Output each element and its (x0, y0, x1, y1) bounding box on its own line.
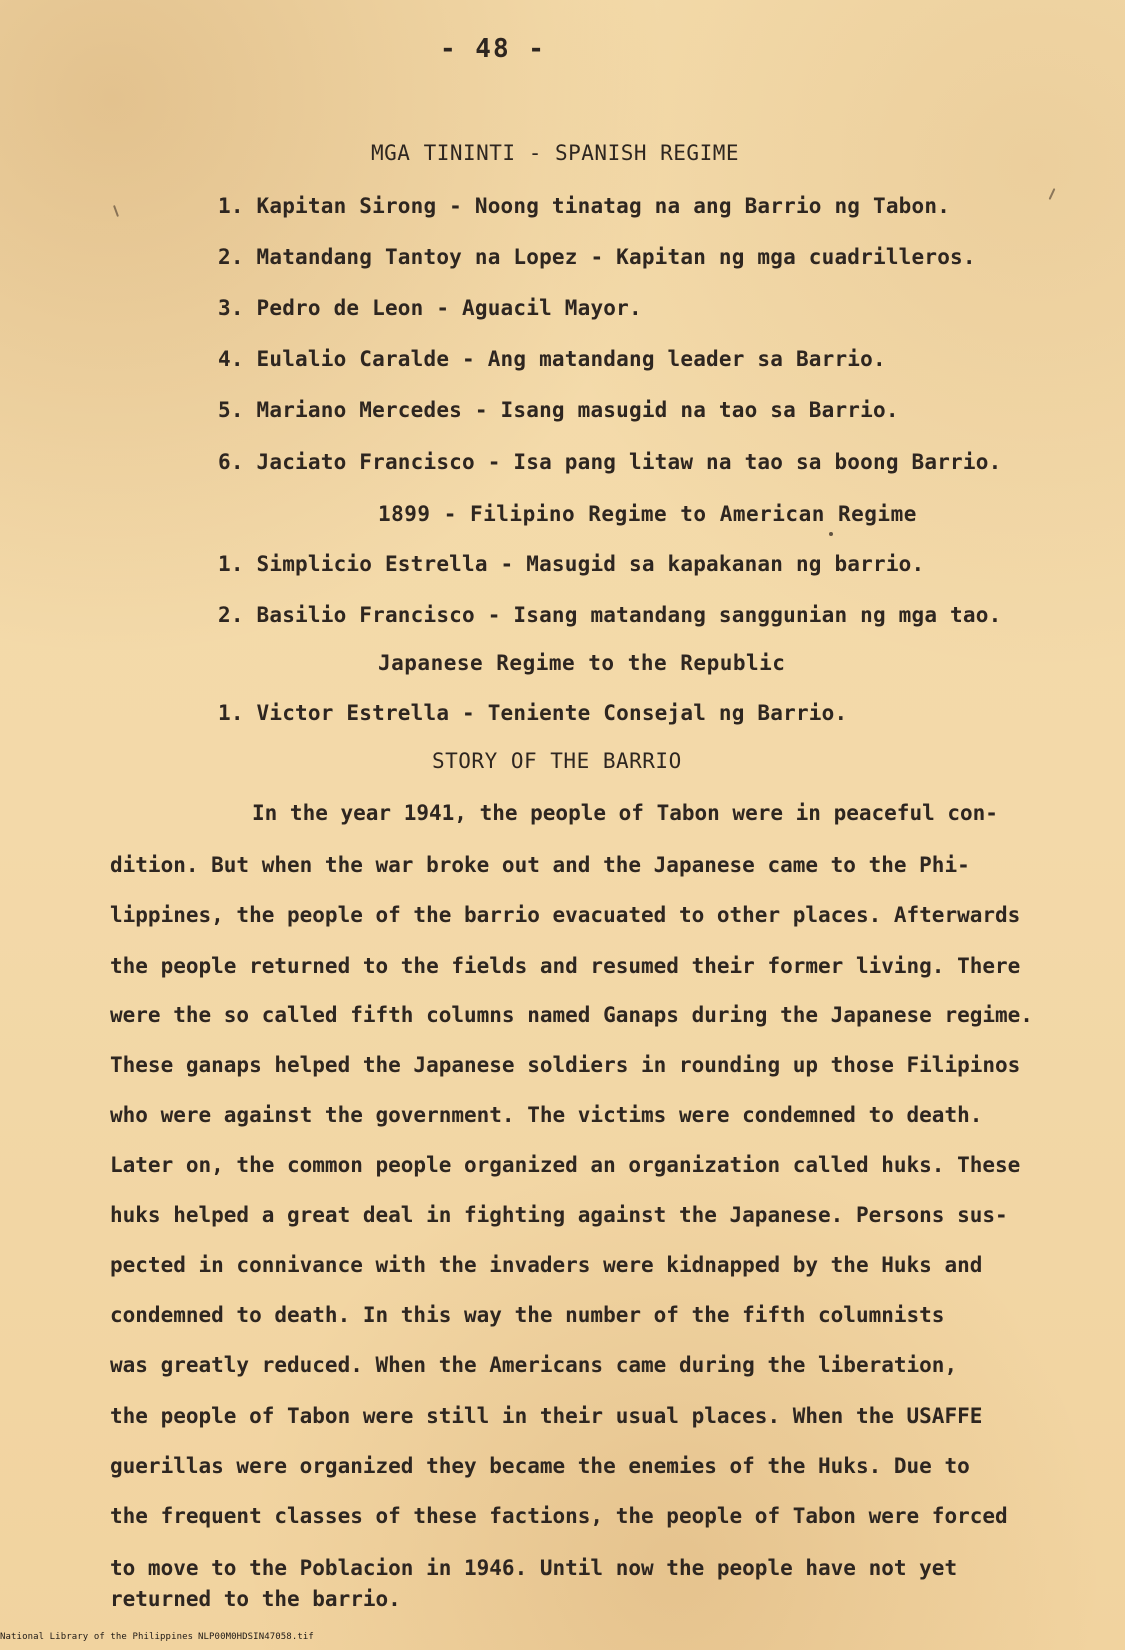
page-number: - 48 - (440, 34, 546, 64)
section-heading-republic: Japanese Regime to the Republic (378, 651, 786, 675)
story-line: dition. But when the war broke out and the Japanese came to the Phi- (110, 853, 970, 877)
dot-mark (829, 532, 833, 536)
section-heading-story: STORY OF THE BARRIO (432, 749, 682, 773)
list-item: 2. Matandang Tantoy na Lopez - Kapitan ng mga cuadrilleros. (218, 245, 976, 269)
footer-library-name: National Library of the Philippines (0, 1632, 194, 1642)
footer-file-name: NLP00M0HDSIN47058.tif (198, 1632, 314, 1642)
story-line: the people of Tabon were still in their usual places. When the USAFFE (110, 1404, 983, 1428)
pen-mark (113, 205, 119, 217)
list-item: 1. Victor Estrella - Teniente Consejal ng Barrio. (218, 701, 848, 725)
pen-mark (1049, 188, 1056, 200)
story-line: were the so called fifth columns named Ganaps during the Japanese regime. (110, 1003, 1033, 1027)
story-line: guerillas were organized they became the enemies of the Huks. Due to (110, 1454, 970, 1478)
story-line: returned to the barrio. (110, 1587, 401, 1611)
story-line: who were against the government. The victims were condemned to death. (110, 1103, 983, 1127)
section-heading-american-regime: 1899 - Filipino Regime to American Regime (378, 502, 917, 526)
story-line: These ganaps helped the Japanese soldiers in rounding up those Filipinos (110, 1053, 1021, 1077)
section-heading-spanish-regime: MGA TININTI - SPANISH REGIME (371, 141, 740, 165)
story-line: was greatly reduced. When the Americans came during the liberation, (110, 1353, 958, 1377)
list-item: 1. Simplicio Estrella - Masugid sa kapakanan ng barrio. (218, 552, 925, 576)
story-line: huks helped a great deal in fighting against the Japanese. Persons sus- (110, 1203, 1008, 1227)
story-line: pected in connivance with the invaders were kidnapped by the Huks and (110, 1253, 983, 1277)
list-item: 4. Eulalio Caralde - Ang matandang leader sa Barrio. (218, 347, 886, 371)
story-line: to move to the Poblacion in 1946. Until now the people have not yet (110, 1556, 958, 1580)
story-line: the people returned to the fields and resumed their former living. There (110, 954, 1021, 978)
list-item: 2. Basilio Francisco - Isang matandang sanggunian ng mga tao. (218, 603, 1002, 627)
list-item: 6. Jaciato Francisco - Isa pang litaw na tao sa boong Barrio. (218, 450, 1002, 474)
list-item: 1. Kapitan Sirong - Noong tinatag na ang Barrio ng Tabon. (218, 194, 951, 218)
story-line: lippines, the people of the barrio evacuated to other places. Afterwards (110, 903, 1021, 927)
list-item: 3. Pedro de Leon - Aguacil Mayor. (218, 296, 642, 320)
story-line: In the year 1941, the people of Tabon were in peaceful con- (252, 801, 998, 825)
list-item: 5. Mariano Mercedes - Isang masugid na tao sa Barrio. (218, 398, 899, 422)
story-line: Later on, the common people organized an organization called huks. These (110, 1153, 1021, 1177)
story-line: condemned to death. In this way the number of the fifth columnists (110, 1303, 945, 1327)
story-line: the frequent classes of these factions, the people of Tabon were forced (110, 1504, 1008, 1528)
